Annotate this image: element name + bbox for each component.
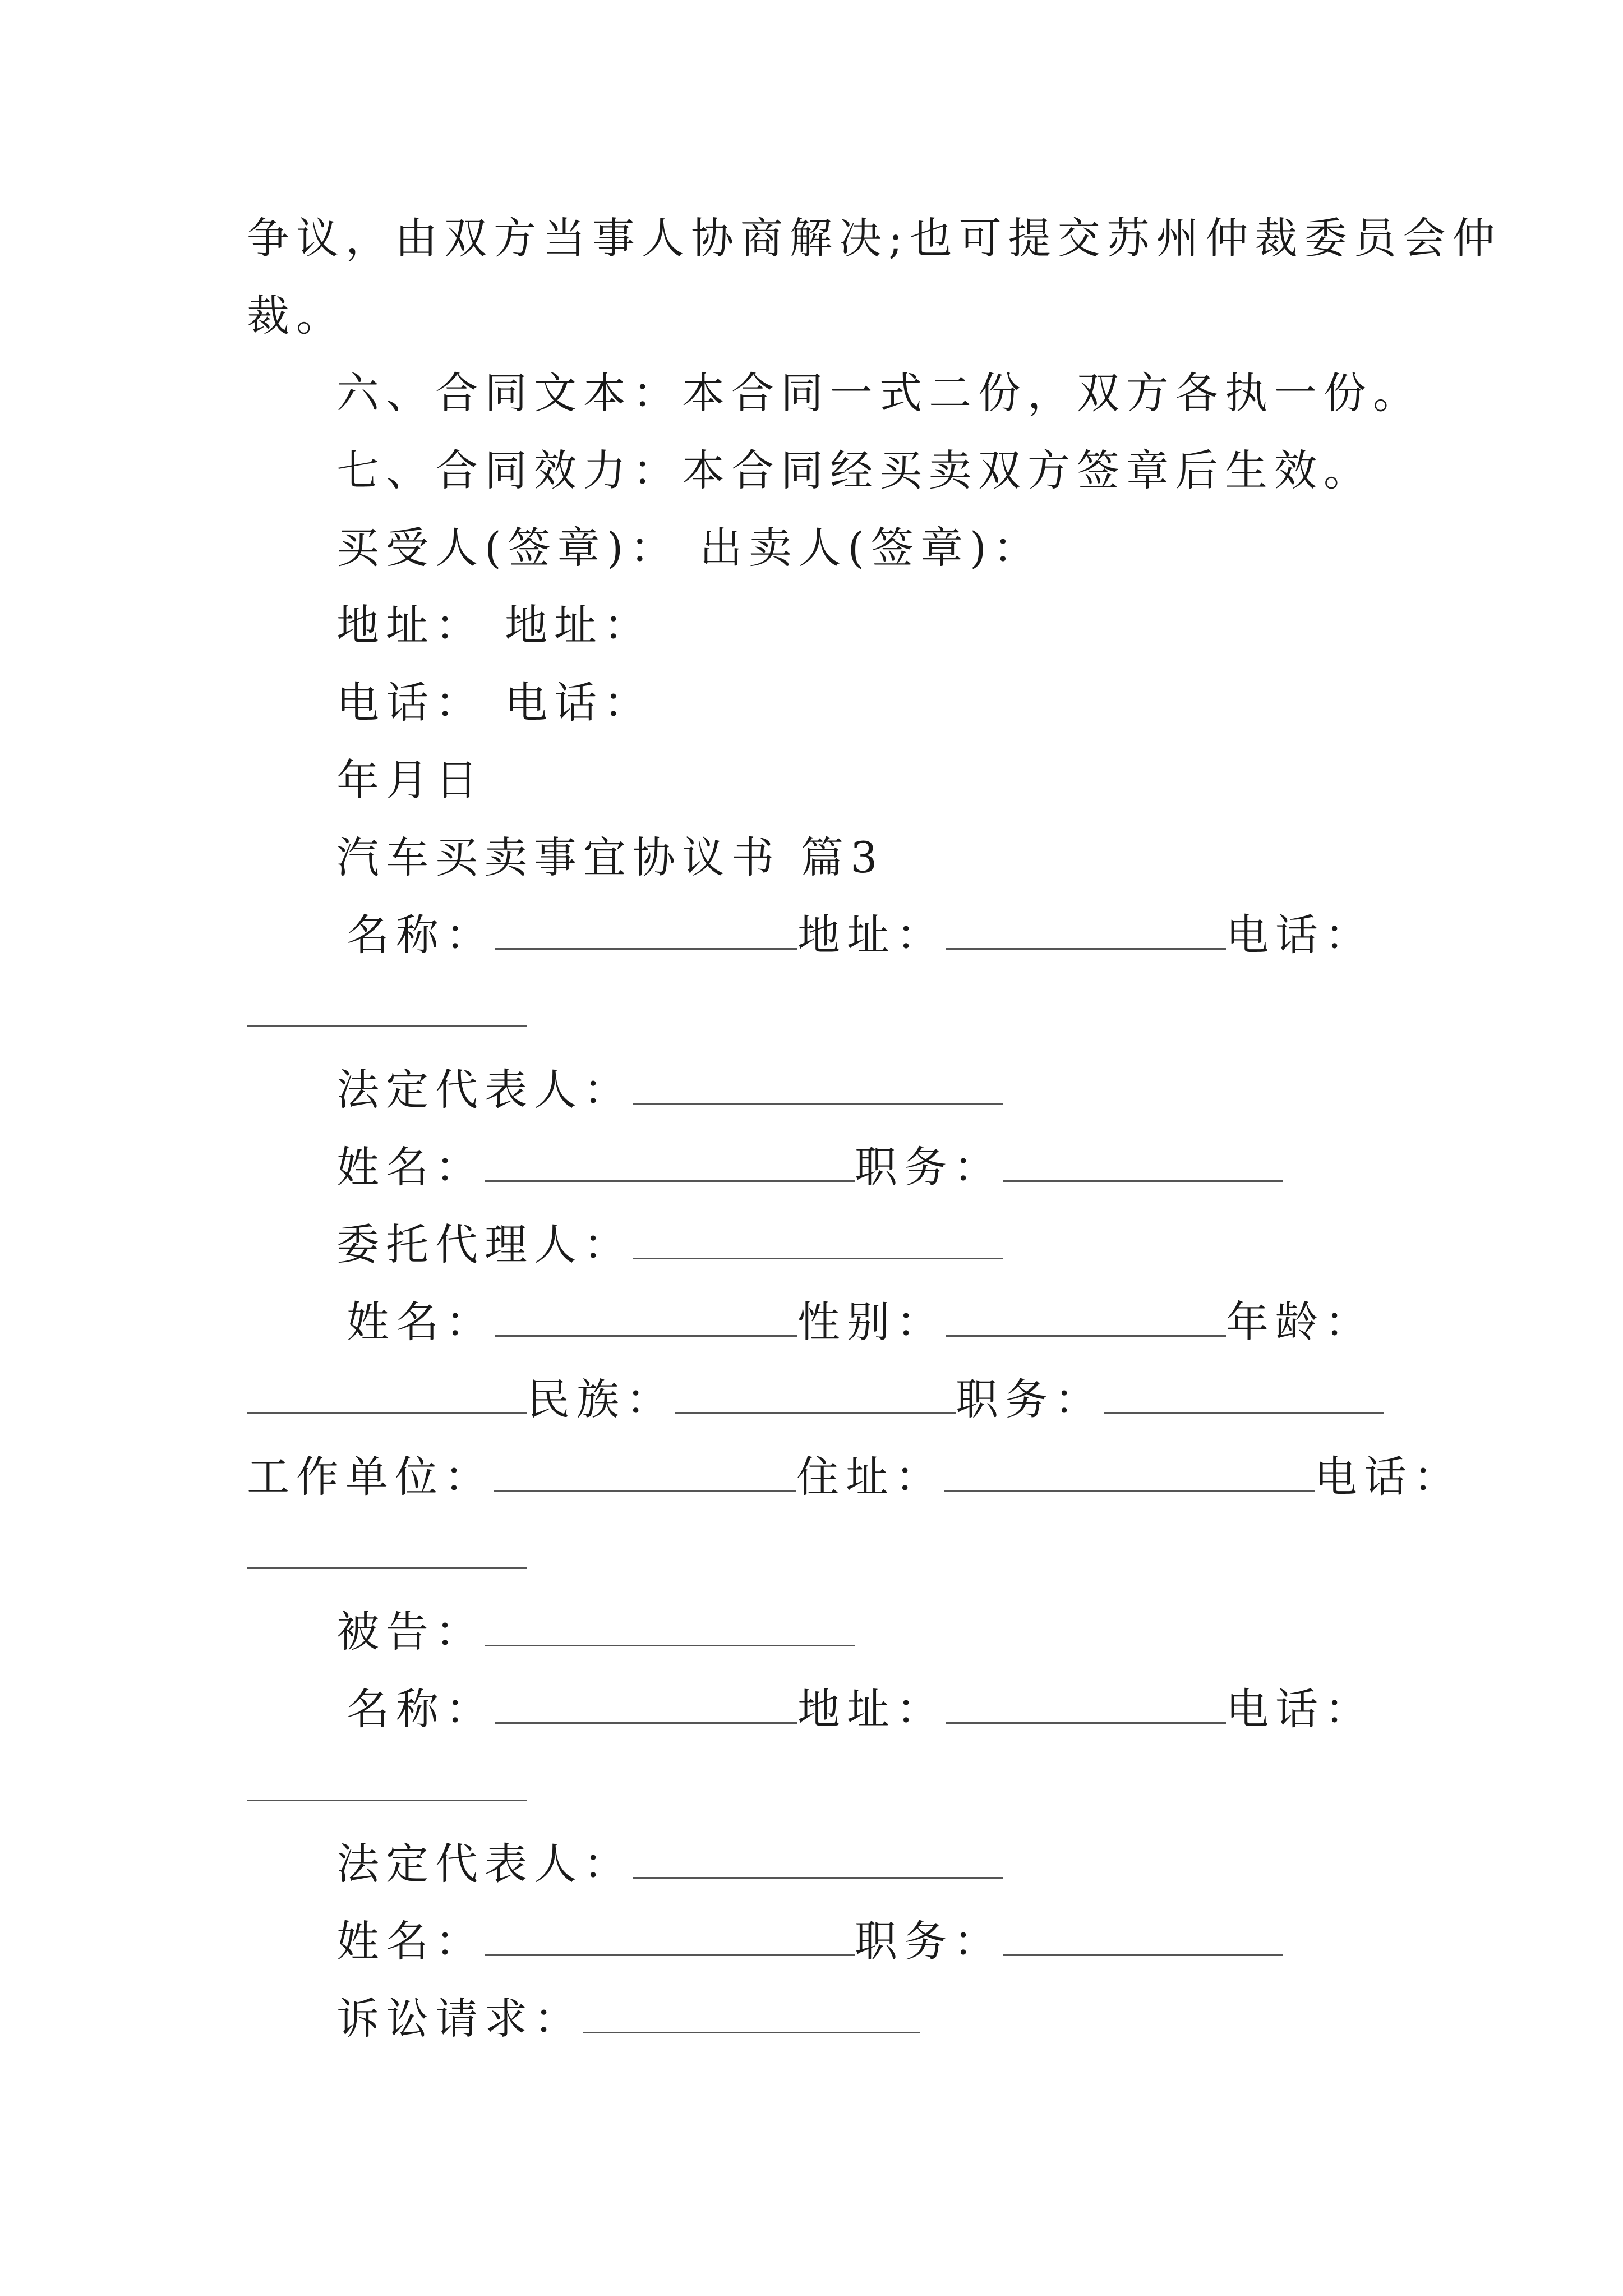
defendant-person-row <box>336 1911 1283 1972</box>
address-label: 地址： <box>797 910 946 960</box>
defendant-person-name-blank <box>485 1915 855 1956</box>
defendant-blank <box>485 1605 855 1646</box>
agent-blank <box>633 1218 1003 1259</box>
agent-name-label: 姓名： <box>347 1297 495 1347</box>
section-title: 汽车买卖事宜协议书 篇3 <box>336 832 884 882</box>
defendant-legal-rep-label: 法定代表人： <box>336 1839 633 1889</box>
plaintiff-name-row <box>347 904 1374 966</box>
agent-name-blank <box>495 1296 797 1337</box>
defendant-phone-blank-row <box>247 1756 527 1818</box>
agent-phone-blank <box>247 1528 527 1569</box>
name-label: 名称： <box>347 910 495 960</box>
agent-row <box>336 1214 1003 1276</box>
person-name-blank <box>485 1141 855 1182</box>
defendant-phone-label: 电话： <box>1226 1684 1374 1734</box>
paragraph-dispute-cont: 裁。 <box>247 291 345 341</box>
residence-label: 住址： <box>796 1452 944 1502</box>
legal-rep-label: 法定代表人： <box>336 1065 633 1115</box>
agent-phone-blank-row <box>247 1524 527 1585</box>
date-line: 年月日 <box>336 755 485 805</box>
person-row <box>336 1137 1283 1198</box>
legal-rep-blank <box>633 1064 1003 1105</box>
defendant-address-label: 地址： <box>797 1684 946 1734</box>
claims-label: 诉讼请求： <box>336 1994 583 2044</box>
ethnicity-blank <box>675 1373 956 1414</box>
defendant-legal-rep-blank <box>633 1838 1003 1879</box>
age-blank <box>247 1373 527 1414</box>
paragraph-dispute: 争议，由双方当事人协商解决;也可提交苏州仲裁委员会仲 <box>247 213 1502 263</box>
residence-blank <box>944 1451 1315 1492</box>
defendant-person-name-label: 姓名： <box>336 1916 485 1966</box>
ethnicity-row <box>247 1369 1384 1430</box>
defendant-name-label: 名称： <box>347 1684 495 1734</box>
defendant-row <box>336 1601 855 1663</box>
address-blank <box>946 909 1226 950</box>
defendant-phone-blank <box>247 1760 527 1801</box>
ethnicity-label: 民族： <box>527 1374 675 1424</box>
signature-line: 买受人(签章)： 出卖人(签章)： <box>336 523 1043 573</box>
gender-blank <box>946 1296 1226 1337</box>
phone-blank <box>247 986 527 1027</box>
claims-blank <box>583 1993 920 2033</box>
age-label: 年龄： <box>1226 1297 1374 1347</box>
defendant-position-blank <box>1003 1915 1283 1956</box>
position-blank <box>1003 1141 1283 1182</box>
clause-seven: 七、合同效力：本合同经买卖双方签章后生效。 <box>336 445 1373 495</box>
claims-row <box>336 1988 920 2050</box>
name-blank <box>495 909 797 950</box>
defendant-position-label: 职务： <box>855 1916 1003 1966</box>
agent-label: 委托代理人： <box>336 1220 633 1269</box>
position-label: 职务： <box>855 1142 1003 1192</box>
work-unit-blank <box>494 1451 796 1492</box>
person-name-label: 姓名： <box>336 1142 485 1192</box>
work-unit-label: 工作单位： <box>247 1452 494 1502</box>
address-line: 地址： 地址： <box>336 600 653 650</box>
phone-label: 电话： <box>1226 910 1374 960</box>
defendant-address-blank <box>946 1683 1226 1724</box>
phone-line: 电话： 电话： <box>336 678 653 728</box>
defendant-name-blank <box>495 1683 797 1724</box>
gender-label: 性别： <box>797 1297 946 1347</box>
defendant-name-row <box>347 1678 1374 1740</box>
agent-details-row <box>347 1291 1374 1353</box>
agent-position-label: 职务： <box>956 1374 1104 1424</box>
work-unit-row <box>247 1446 1463 1508</box>
agent-phone-label: 电话： <box>1315 1452 1463 1502</box>
defendant-legal-rep-row <box>336 1833 1003 1895</box>
defendant-label: 被告： <box>336 1607 485 1657</box>
phone-blank-row <box>247 982 527 1043</box>
legal-rep-row <box>336 1059 1003 1121</box>
clause-six: 六、合同文本：本合同一式二份，双方各执一份。 <box>336 368 1422 418</box>
agent-position-blank <box>1104 1373 1384 1414</box>
